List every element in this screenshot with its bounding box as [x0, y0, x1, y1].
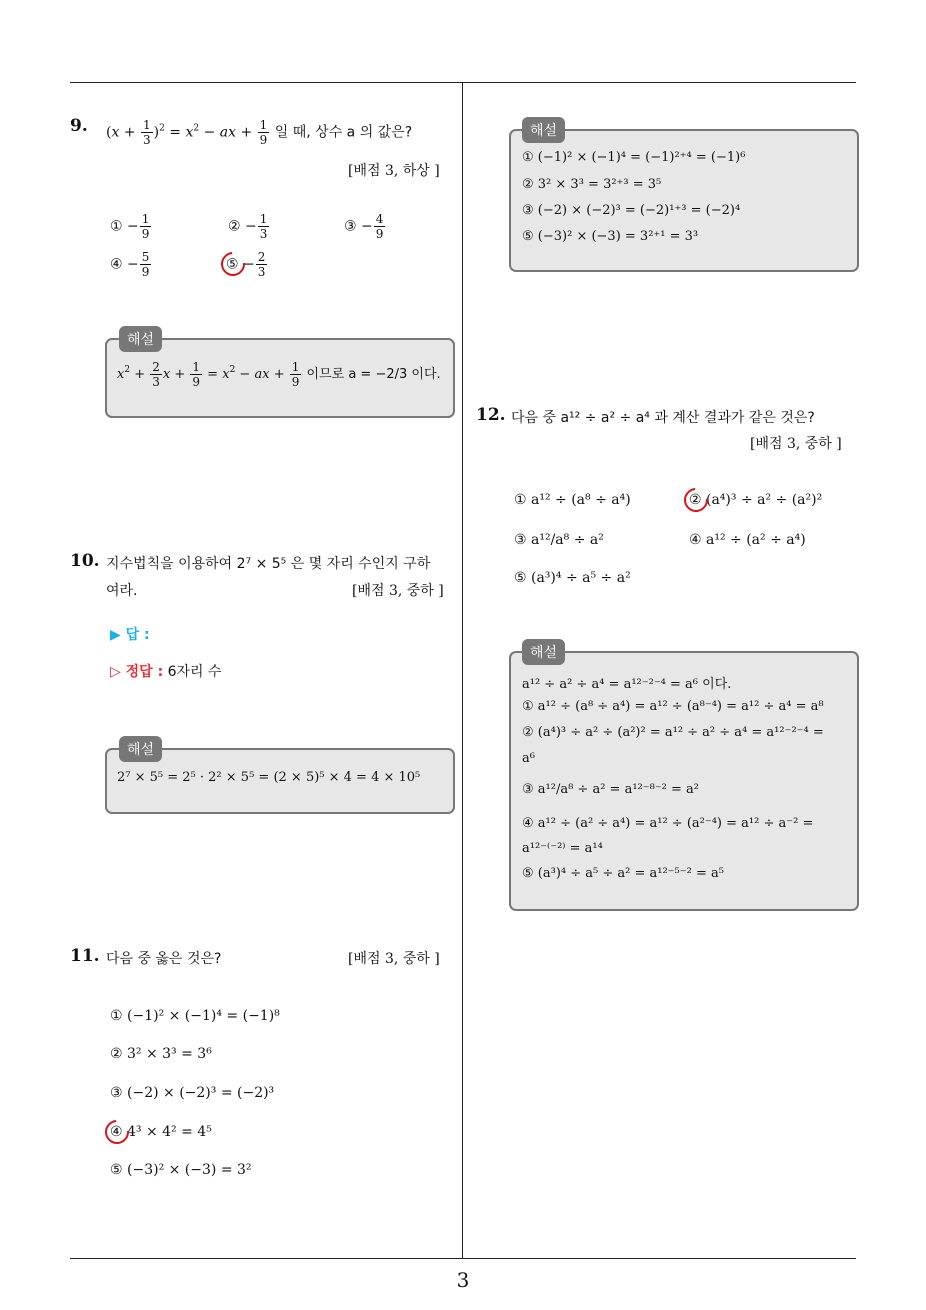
q12-question: 다음 중 a¹² ÷ a² ÷ a⁴ 과 계산 결과가 같은 것은? [511, 410, 815, 426]
q12-number: 12. [476, 405, 506, 425]
q9-choice-4[interactable]: ④ − $\frac{5}{9}$ [110, 250, 150, 279]
q10-correct-label: ▷ 정답 : [110, 664, 164, 680]
q12-solution-line-2: ① a¹² ÷ (a⁸ ÷ a⁴) = a¹² ÷ (a⁸⁻⁴) = a¹² ÷ a⁴ = a⁸ [522, 699, 824, 714]
q12-solution-line-4: a⁶ [522, 751, 535, 766]
q11-choice-1[interactable]: ① (−1)² × (−1)⁴ = (−1)⁸ [110, 1008, 280, 1024]
q9-choice-2[interactable]: ② − $\frac{1}{3}$ [228, 212, 268, 241]
q10-solution-tag: 해설 [119, 736, 162, 762]
q12-choice-5[interactable]: ⑤ (a³)⁴ ÷ a⁵ ÷ a² [514, 570, 631, 586]
q12-choice-4[interactable]: ④ a¹² ÷ (a² ÷ a⁴) [689, 532, 806, 548]
q11-selected-mark [100, 1115, 134, 1149]
column-divider [462, 83, 463, 1258]
q11-solution-line-1: ① (−1)² × (−1)⁴ = (−1)²⁺⁴ = (−1)⁶ [522, 150, 746, 165]
q11-choice-2[interactable]: ② 3² × 3³ = 3⁶ [110, 1046, 212, 1062]
q9-choice-5[interactable]: ⑤ − $\frac{2}{3}$ [226, 250, 266, 279]
q11-choice-4[interactable]: ④ 4³ × 4² = 4⁵ [110, 1124, 212, 1140]
q12-solution-line-1: a¹² ÷ a² ÷ a⁴ = a¹²⁻²⁻⁴ = a⁶ 이다. [522, 677, 732, 692]
q12-choice-3[interactable]: ③ a¹²/a⁸ ÷ a² [514, 532, 604, 548]
q12-selected-mark [679, 483, 713, 517]
q10-question-line1: 지수법칙을 이용하여 2⁷ × 5⁵ 은 몇 자리 수인지 구하 [106, 556, 431, 572]
q11-number: 11. [70, 946, 100, 966]
q10-solution: 2⁷ × 5⁵ = 2⁵ · 2² × 5⁵ = (2 × 5)⁵ × 4 = 4 × 10⁵ [117, 770, 421, 785]
q12-choice-2[interactable]: ② (a⁴)³ ÷ a² ÷ (a²)² [689, 492, 823, 508]
q11-solution-line-2: ② 3² × 3³ = 3²⁺³ = 3⁵ [522, 177, 662, 192]
top-rule [70, 82, 856, 83]
q12-solution-line-3: ② (a⁴)³ ÷ a² ÷ (a²)² = a¹² ÷ a² ÷ a⁴ = a¹²⁻²⁻⁴ = [522, 725, 824, 740]
q10-question-line2: 여라. [106, 583, 138, 599]
q12-solution-line-6: ④ a¹² ÷ (a² ÷ a⁴) = a¹² ÷ (a²⁻⁴) = a¹² ÷ a⁻² = [522, 816, 814, 831]
q12-solution-line-8: ⑤ (a³)⁴ ÷ a⁵ ÷ a² = a¹²⁻⁵⁻² = a⁵ [522, 866, 724, 881]
q11-solution-line-4: ⑤ (−3)² × (−3) = 3²⁺¹ = 3³ [522, 229, 699, 244]
q10-correct-value: 6자리 수 [167, 664, 222, 680]
q9-solution-tag: 해설 [119, 326, 162, 352]
q9-choice-1[interactable]: ① − $\frac{1}{9}$ [110, 212, 150, 241]
q9-solution: $x^2$ + $\frac{2}{3}$ x + $\frac{1}{9}$ = $x^2$ − ax + $\frac{1}{9}$ 이므로 a = −2/3 이다. [117, 360, 441, 389]
q9-question: (x + $\frac{1}{3}$ )$^2 = x^2$ − ax + $\frac{1}{9}$ 일 때, 상수 a 의 값은? [106, 118, 413, 147]
q10-answer-label: ▶ 답 : [110, 627, 150, 643]
q11-question: 다음 중 옳은 것은? [106, 951, 222, 967]
q10-correct [110, 661, 222, 681]
bottom-rule [70, 1258, 856, 1259]
q12-solution-tag: 해설 [522, 639, 565, 665]
q11-choice-5[interactable]: ⑤ (−3)² × (−3) = 3² [110, 1162, 252, 1178]
page-number: 3 [456, 1268, 470, 1292]
q11-solution-tag: 해설 [522, 117, 565, 143]
q9-choice-3[interactable]: ③ − $\frac{4}{9}$ [344, 212, 384, 241]
q12-score: [배점 3, 중하 ] [750, 436, 842, 452]
q12-solution-line-5: ③ a¹²/a⁸ ÷ a² = a¹²⁻⁸⁻² = a² [522, 782, 700, 797]
q9-question-tail: 일 때, 상수 a 의 값은? [274, 124, 413, 141]
q9-score: [배점 3, 하상 ] [348, 163, 440, 179]
q11-solution-line-3: ③ (−2) × (−2)³ = (−2)¹⁺³ = (−2)⁴ [522, 203, 741, 218]
q11-score: [배점 3, 중하 ] [348, 951, 440, 967]
q10-score: [배점 3, 중하 ] [352, 583, 444, 599]
q12-solution-line-7: a¹²⁻⁽⁻²⁾ = a¹⁴ [522, 841, 603, 856]
q9-solution-tail: 이므로 a = −2/3 이다. [306, 367, 441, 382]
q11-choice-3[interactable]: ③ (−2) × (−2)³ = (−2)³ [110, 1085, 275, 1101]
q12-choice-1[interactable]: ① a¹² ÷ (a⁸ ÷ a⁴) [514, 492, 631, 508]
q10-number: 10. [70, 551, 100, 571]
q9-number: 9. [70, 116, 88, 136]
